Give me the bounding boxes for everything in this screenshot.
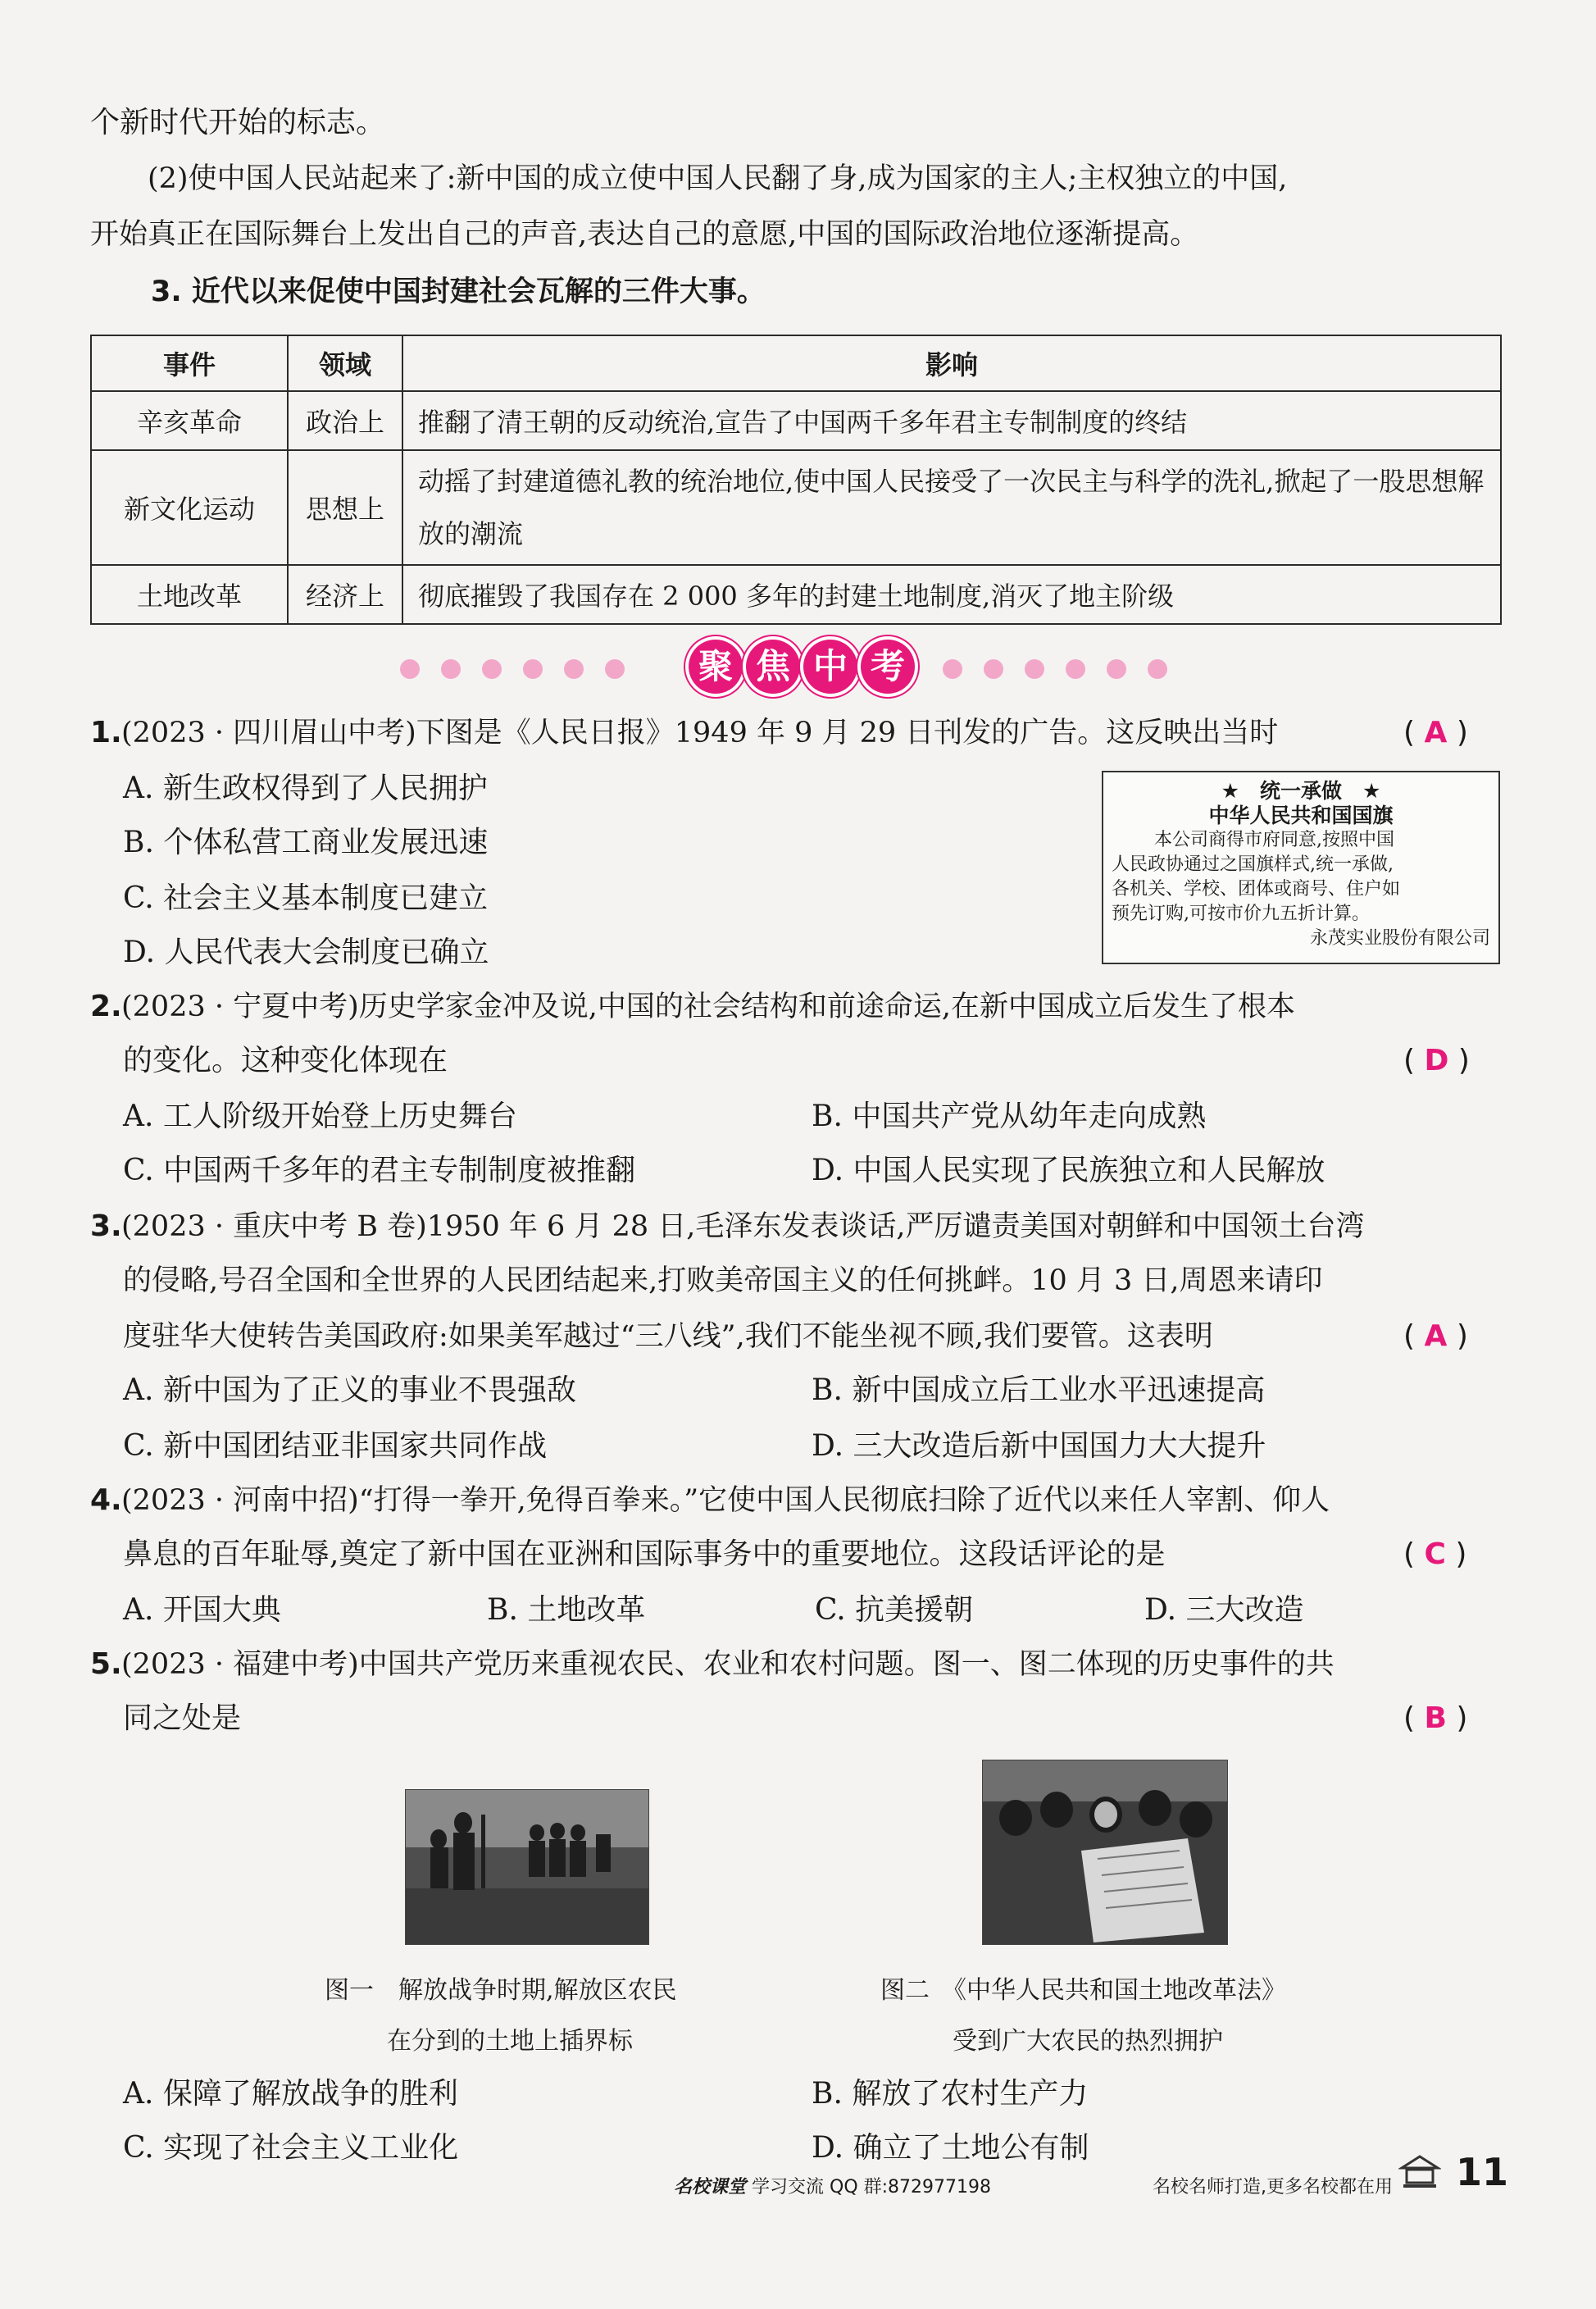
event-cell: 辛亥革命	[91, 391, 288, 450]
figure-2-caption: 图二 《中华人民共和国土地改革法》	[880, 1976, 1286, 2005]
newspaper-ad	[1102, 771, 1500, 964]
answer-letter: A	[1424, 1319, 1448, 1353]
page-number: 11	[1456, 2150, 1509, 2194]
section-heading-3: 3. 近代以来促使中国封建社会瓦解的三件大事。	[151, 276, 766, 308]
answer-letter: C	[1424, 1537, 1446, 1571]
question-stem: (2023 · 四川眉山中考)下图是《人民日报》1949 年 9 月 29 日刊发的广告。这反映出当时	[121, 717, 1279, 749]
event-cell: 新文化运动	[91, 450, 288, 565]
banner-dots-right	[943, 659, 1167, 682]
answer-bracket: ( A )	[1403, 716, 1468, 749]
option-b: B. 土地改革	[487, 1593, 646, 1627]
figure-1-caption: 在分到的土地上插界标	[387, 2027, 633, 2056]
question-number: 4.	[90, 1483, 122, 1517]
option-a: A. 工人阶级开始登上历史舞台	[123, 1100, 517, 1133]
impact-cell: 彻底摧毁了我国存在 2 000 多年的封建土地制度,消灭了地主阶级	[402, 565, 1501, 624]
answer-bracket: ( C )	[1403, 1537, 1467, 1571]
answer-bracket: ( A )	[1403, 1319, 1468, 1353]
option-d: D. 确立了土地公有制	[812, 2131, 1089, 2165]
question-number: 1.	[90, 716, 122, 749]
banner-dots-left	[400, 659, 625, 682]
field-cell: 经济上	[288, 565, 402, 624]
question-stem: (2023 · 宁夏中考)历史学家金冲及说,中国的社会结构和前途命运,在新中国成立后发生了根本	[121, 991, 1296, 1023]
option-a: A. 开国大典	[123, 1593, 281, 1627]
option-c: C. 新中国团结亚非国家共同作战	[123, 1429, 548, 1463]
impact-cell: 动摇了封建道德礼教的统治地位,使中国人民接受了一次民主与科学的洗礼,掀起了一股思想解放的潮流	[402, 450, 1501, 565]
ad-subtitle: 中华人民共和国国旗	[1208, 804, 1394, 827]
banner-char: 考	[861, 640, 915, 694]
footer-center: 名校课堂 学习交流 QQ 群:872977198	[674, 2177, 992, 2197]
question-stem: 度驻华大使转告美国政府:如果美军越过“三八线”,我们不能坐视不顾,我们要管。这表明	[123, 1320, 1213, 1353]
question-stem: (2023 · 重庆中考 B 卷)1950 年 6 月 28 日,毛泽东发表谈话,严厉谴责美国对朝鲜和中国领土台湾	[121, 1210, 1365, 1243]
event-cell: 土地改革	[91, 565, 288, 624]
option-c: C. 实现了社会主义工业化	[123, 2131, 459, 2165]
option-b: B. 新中国成立后工业水平迅速提高	[812, 1373, 1266, 1407]
field-cell: 思想上	[288, 450, 402, 565]
question-stem: (2023 · 河南中招)“打得一拳开,免得百拳来。”它使中国人民彻底扫除了近代以来任人宰割、仰人	[121, 1484, 1330, 1517]
option-d: D. 中国人民实现了民族独立和人民解放	[812, 1154, 1325, 1187]
ad-signature: 永茂实业股份有限公司	[1309, 928, 1490, 949]
answer-bracket: ( B )	[1403, 1701, 1468, 1735]
question-stem: 的变化。这种变化体现在	[123, 1044, 448, 1077]
question-stem: (2023 · 福建中考)中国共产党历来重视农民、农业和农村问题。图一、图二体现的历史事件的共	[121, 1648, 1335, 1681]
banner-char: 焦	[746, 640, 800, 694]
option-a: A. 保障了解放战争的胜利	[123, 2077, 458, 2111]
intro-line-3: 开始真正在国际舞台上发出自己的声音,表达自己的意愿,中国的国际政治地位逐渐提高。	[90, 218, 1199, 251]
option-a: A. 新中国为了正义的事业不畏强敌	[123, 1373, 576, 1407]
option-c: C. 抗美援朝	[815, 1593, 974, 1627]
table-header-row	[91, 335, 1501, 391]
figure-2-caption: 受到广大农民的热烈拥护	[953, 2027, 1223, 2056]
answer-bracket: ( D )	[1403, 1044, 1470, 1077]
option-b: B. 中国共产党从幼年走向成熟	[812, 1100, 1207, 1133]
figure-1-photo	[405, 1789, 649, 1945]
question-number: 3.	[90, 1209, 122, 1243]
option-d: D. 三大改造后新中国国力大大提升	[812, 1429, 1266, 1463]
option-d: D. 人民代表大会制度已确立	[123, 936, 489, 969]
intro-line-2: (2)使中国人民站起来了:新中国的成立使中国人民翻了身,成为国家的主人;主权独立的中国,	[148, 162, 1288, 195]
field-cell: 政治上	[288, 391, 402, 450]
question-stem: 同之处是	[123, 1701, 242, 1735]
ad-body: 预先订购,可按市价九五折计算。	[1112, 904, 1370, 924]
question-stem: 鼻息的百年耻辱,奠定了新中国在亚洲和国际事务中的重要地位。这段话评论的是	[123, 1537, 1166, 1571]
answer-letter: A	[1424, 716, 1448, 749]
table-header: 事件	[91, 335, 288, 391]
table-row	[91, 565, 1501, 624]
answer-letter: B	[1424, 1701, 1447, 1735]
ad-body: 人民政协通过之国旗样式,统一承做,	[1112, 854, 1394, 875]
footer-qq: 学习交流 QQ 群:872977198	[752, 2177, 992, 2197]
table-row	[91, 450, 1501, 565]
option-a: A. 新生政权得到了人民拥护	[123, 772, 488, 805]
figure-1-caption: 图一 解放战争时期,解放区农民	[325, 1976, 677, 2005]
option-c: C. 社会主义基本制度已建立	[123, 881, 489, 915]
impact-cell: 推翻了清王朝的反动统治,宣告了中国两千多年君主专制制度的终结	[402, 391, 1501, 450]
banner-char: 中	[803, 640, 857, 694]
option-c: C. 中国两千多年的君主专制制度被推翻	[123, 1154, 636, 1187]
banner-char: 聚	[689, 640, 743, 694]
ad-title: ★ 统一承做 ★	[1221, 779, 1381, 803]
table-row	[91, 391, 1501, 450]
school-logo-icon	[1398, 2153, 1441, 2191]
question-number: 5.	[90, 1647, 122, 1681]
option-d: D. 三大改造	[1144, 1593, 1304, 1627]
option-b: B. 个体私营工商业发展迅速	[123, 826, 489, 859]
ad-body: 本公司商得市府同意,按照中国	[1154, 830, 1394, 850]
option-b: B. 解放了农村生产力	[812, 2077, 1089, 2111]
three-events-table	[90, 335, 1502, 625]
answer-letter: D	[1424, 1044, 1449, 1077]
table-header: 影响	[402, 335, 1501, 391]
intro-line-1: 个新时代开始的标志。	[90, 106, 386, 139]
ad-body: 各机关、学校、团体或商号、住户如	[1112, 879, 1401, 899]
question-stem: 的侵略,号召全国和全世界的人民团结起来,打败美帝国主义的任何挑衅。10 月 3 日,周恩来请印	[123, 1264, 1323, 1297]
table-header: 领域	[288, 335, 402, 391]
figure-2-photo	[982, 1760, 1228, 1945]
footer-right: 名校名师打造,更多名校都在用	[1153, 2177, 1393, 2197]
question-number: 2.	[90, 990, 122, 1023]
